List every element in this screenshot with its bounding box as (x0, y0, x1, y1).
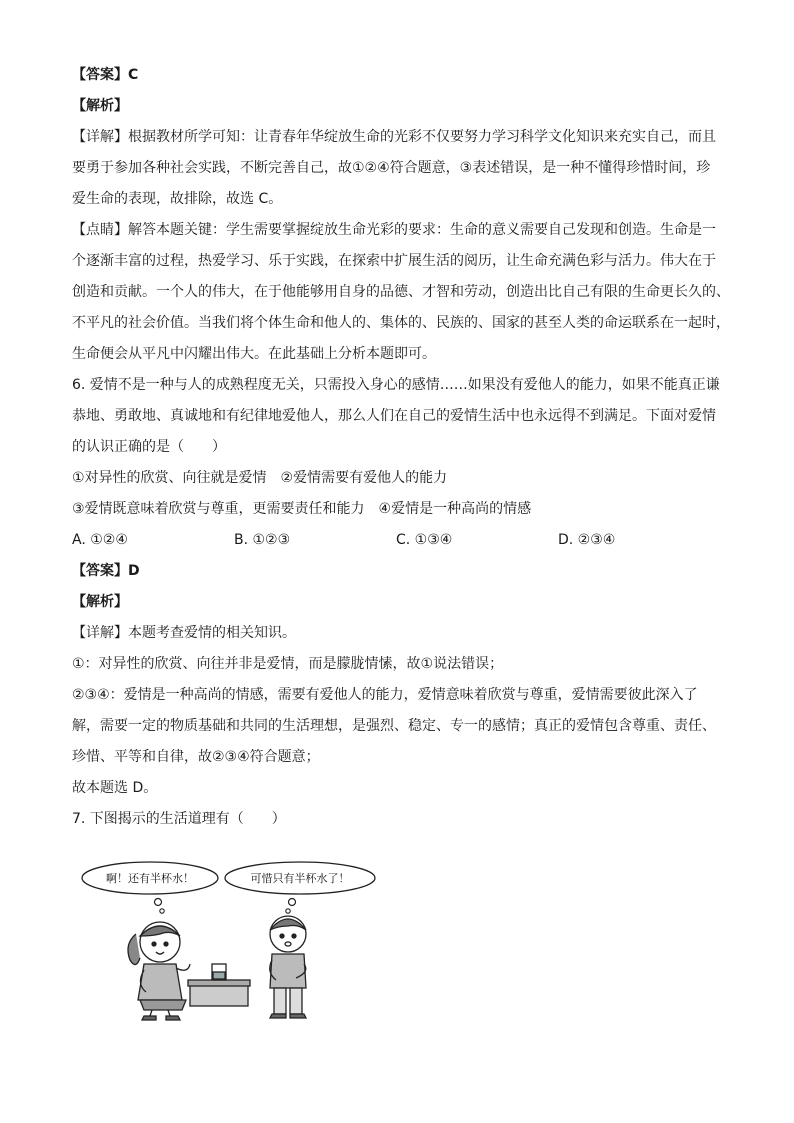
q5-tip-line: 个逐渐丰富的过程，热爱学习、乐于实践，在探索中扩展生活的阅历，让生命充满色彩与活力。伟大在于 (72, 253, 716, 269)
right-thought-bubble (225, 862, 375, 913)
girl-figure (128, 922, 190, 1020)
q5-analysis-heading: 【解析】 (72, 98, 128, 114)
cartoon-figure (78, 856, 378, 1022)
q6-option-c: C. ①③④ (396, 532, 453, 548)
q5-answer: 【答案】C (72, 67, 139, 83)
q6-detail-line: 珍惜、平等和自律，故②③④符合题意； (72, 749, 320, 765)
q6-option-d: D. ②③④ (558, 532, 616, 548)
left-bubble-text: 啊！还有半杯水！ (106, 872, 194, 885)
q6-answer: 【答案】D (72, 563, 140, 579)
q6-analysis-heading: 【解析】 (72, 594, 128, 610)
q6-detail-line: ②③④：爱情是一种高尚的情感，需要有爱他人的能力，爱情意味着欣赏与尊重，爱情需要彼此深入了 (72, 687, 698, 703)
q6-stem-line: 恭地、勇敢地、真诚地和有纪律地爱他人，那么人们在自己的爱情生活中也永远得不到满足。下面对爱情 (72, 408, 716, 424)
table-with-glass (188, 964, 250, 1006)
q6-statement-line: ③爱情既意味着欣赏与尊重，更需要责任和能力 ④爱情是一种高尚的情感 (72, 501, 532, 517)
q6-options (72, 525, 732, 556)
q6-detail-line: 故本题选 D。 (72, 780, 158, 796)
q6-statement-line: ①对异性的欣赏、向往就是爱情 ②爱情需要有爱他人的能力 (72, 470, 448, 486)
q5-tip-line: 不平凡的社会价值。当我们将个体生命和他人的、集体的、民族的、国家的甚至人类的命运联系在一起时， (72, 315, 730, 331)
q6-stem-line: 的认识正确的是（ ） (72, 439, 226, 455)
q6-detail-line: ①：对异性的欣赏、向往并非是爱情，而是朦胧情愫，故①说法错误； (72, 656, 504, 672)
q5-detail-line: 【详解】根据教材所学可知：让青春年华绽放生命的光彩不仅要努力学习科学文化知识来充实自己，而且 (72, 129, 716, 145)
q5-tip-line: 创造和贡献。一个人的伟大，在于他能够用自身的品德、才智和劳动，创造出比自己有限的生命更长久的、 (72, 284, 730, 300)
q6-stem-line: 6. 爱情不是一种与人的成熟程度无关，只需投入身心的感情……如果没有爱他人的能力，如果不能真正谦 (72, 377, 720, 393)
q5-tip-line: 生命便会从平凡中闪耀出伟大。在此基础上分析本题即可。 (72, 346, 436, 362)
left-thought-bubble (82, 862, 218, 913)
q5-detail-line: 要勇于参加各种社会实践，不断完善自己，故①②④符合题意，③表述错误，是一种不懂得珍惜时间，珍 (72, 160, 711, 176)
q5-tip-line: 【点睛】解答本题关键：学生需要掌握绽放生命光彩的要求：生命的意义需要自己发现和创造。生命是一 (72, 222, 716, 238)
boy-figure (270, 916, 306, 1018)
q6-detail-line: 【详解】本题考查爱情的相关知识。 (72, 625, 296, 641)
document-page (72, 60, 732, 835)
q5-detail-line: 爱生命的表现，故排除，故选 C。 (72, 191, 283, 207)
q7-stem: 7. 下图揭示的生活道理有（ ） (72, 811, 286, 827)
right-bubble-text: 可惜只有半杯水了！ (250, 872, 350, 885)
q6-option-b: B. ①②③ (234, 532, 291, 548)
cartoon-illustration (78, 856, 378, 1022)
q6-option-a: A. ①②④ (72, 532, 128, 548)
q6-detail-line: 解，需要一定的物质基础和共同的生活理想，是强烈、稳定、专一的感情；真正的爱情包含尊重、责任、 (72, 718, 716, 734)
